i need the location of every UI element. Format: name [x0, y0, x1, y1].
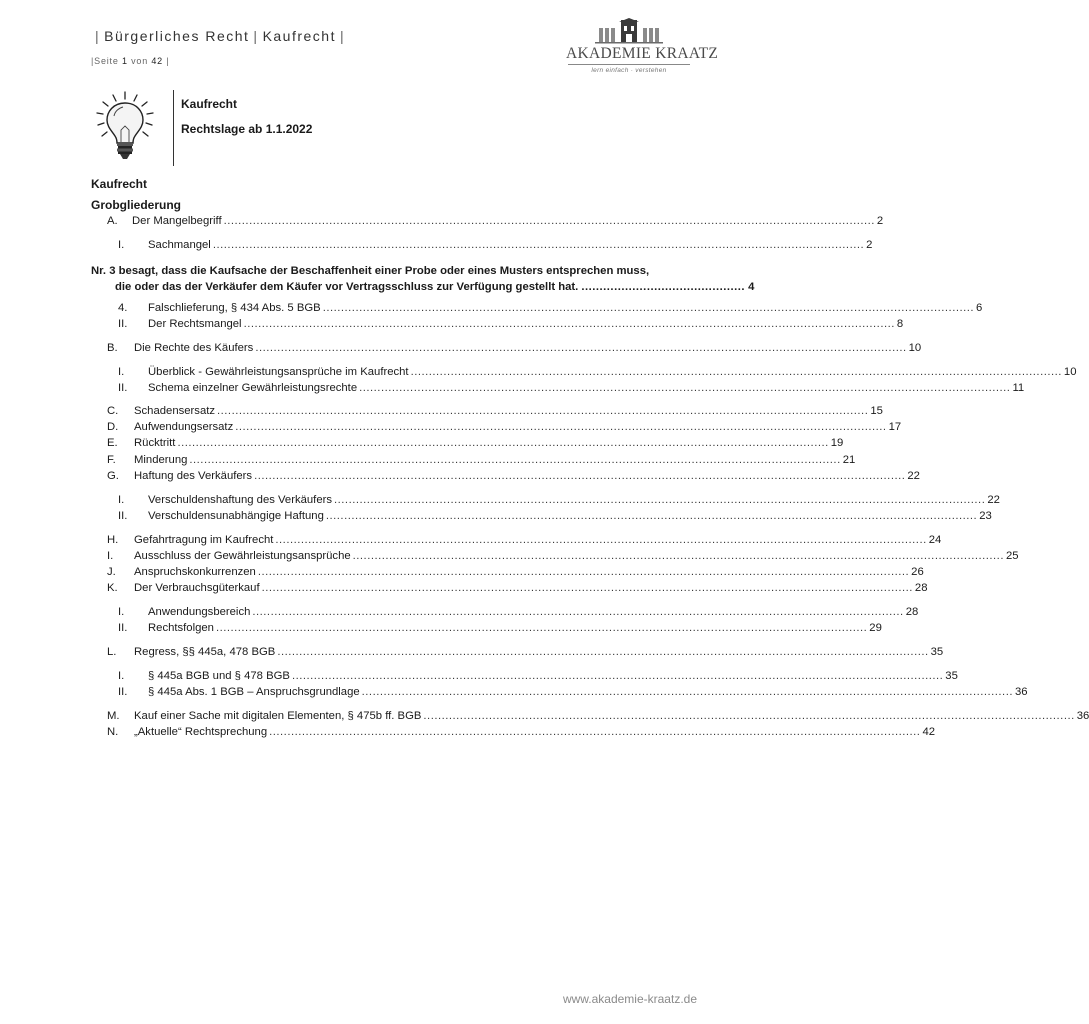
toc-entry[interactable]	[118, 381, 1025, 396]
toc-entry-page: 28	[914, 582, 928, 594]
toc-entry-label: I.	[107, 550, 114, 562]
toc-entry[interactable]	[118, 509, 992, 524]
toc-entry-label: F.	[107, 454, 116, 466]
toc-entry-page: 10	[1063, 366, 1077, 378]
toc-entry-label: I.	[118, 366, 125, 378]
toc-entry-page: 36	[1076, 710, 1089, 722]
toc-entry-page: 36	[1014, 686, 1028, 698]
toc-leader-dots: ...................................................................................................................................................................................	[261, 582, 913, 594]
toc-entry-title: Verschuldenshaftung des Verkäufers	[148, 494, 333, 506]
toc-leader-dots: ...................................................................................................................................................................................	[275, 534, 927, 546]
toc-entry[interactable]	[118, 685, 1028, 700]
toc-entry-title: Rücktritt	[134, 437, 176, 449]
toc-entry-page: 11	[1012, 382, 1025, 394]
page-label: Seite	[94, 56, 119, 66]
toc-entry-label: I.	[118, 494, 125, 506]
toc-leader-dots: ...................................................................................................................................................................................	[235, 421, 887, 433]
document-subtitle: Rechtslage ab 1.1.2022	[181, 122, 313, 136]
toc-entry[interactable]	[118, 238, 873, 253]
toc-entry-title: „Aktuelle“ Rechtsprechung	[134, 726, 268, 738]
toc-entry[interactable]	[118, 365, 1077, 380]
toc-entry-label: A.	[107, 215, 118, 227]
toc-entry[interactable]	[107, 453, 856, 468]
page-indicator: |Seite 1 von 42 |	[91, 56, 170, 66]
toc-entry-label: II.	[118, 622, 128, 634]
toc-leader-dots: ...................................................................................................................................................................................	[177, 437, 829, 449]
toc-entry[interactable]	[107, 420, 902, 435]
toc-entry-label: H.	[107, 534, 119, 546]
toc-entry-title: Der Verbrauchsgüterkauf	[134, 582, 260, 594]
toc-entry-title: Aufwendungsersatz	[134, 421, 234, 433]
toc-leader-dots: ...................................................................................................................................................................................	[189, 454, 841, 466]
toc-entry-label: II.	[118, 382, 128, 394]
toc-entry-title: Anspruchskonkurrenzen	[134, 566, 256, 578]
toc-entry[interactable]	[118, 493, 1000, 508]
header-part-subject: Bürgerliches Recht	[104, 28, 250, 44]
toc-leader-dots: ...................................................................................................................................................................................	[212, 239, 865, 251]
toc-entry-page: 23	[979, 510, 992, 522]
toc-leader-dots: ...................................................................................................................................................................................	[217, 405, 869, 417]
toc-leader-dots: ...................................................................................................................................................................................	[254, 470, 906, 482]
toc-leader-dots: ...................................................................................................................................................................................	[277, 646, 929, 658]
toc-entry[interactable]	[107, 549, 1019, 564]
toc-leader-dots: ...................................................................................................................................................................................	[423, 710, 1075, 722]
toc-leader-dots: ...................................................................................................................................................................................	[255, 342, 907, 354]
toc-entry-label: II.	[118, 510, 128, 522]
toc-entry-page: 8	[896, 318, 904, 330]
toc-entry-label: L.	[107, 646, 117, 658]
header-title: | Bürgerliches Recht | Kaufrecht |	[95, 28, 346, 44]
toc-entry-page: 2	[866, 239, 873, 251]
toc-entry-page: 28	[905, 606, 919, 618]
toc-entry-title-line1: Nr. 3 besagt, dass die Kaufsache der Beschaffenheit einer Probe oder eines Musters entsprechen muss,	[91, 265, 650, 277]
toc-leader-dots: ...................................................................................................................................................................................	[361, 686, 1013, 698]
page-current: 1	[121, 56, 128, 66]
toc-entry-page: 22	[987, 494, 1000, 506]
toc-leader-dots: ...................................................................................................................................................................................	[252, 606, 904, 618]
toc-entry[interactable]	[107, 725, 936, 740]
toc-leader-dots: ...................................................................................................................................................................................	[215, 622, 868, 634]
toc-entry-title: Schadensersatz	[134, 405, 216, 417]
toc-leader-dots: ...................................................................................................................................................................................	[325, 510, 978, 522]
toc-entry-label: I.	[118, 239, 125, 251]
toc-entry[interactable]	[107, 214, 884, 229]
toc-entry-title: Haftung des Verkäufers	[134, 470, 253, 482]
logo-underline	[568, 64, 690, 65]
toc-entry[interactable]	[107, 709, 1089, 724]
toc-entry[interactable]	[107, 565, 924, 580]
toc-entry-label: M.	[107, 710, 120, 722]
toc-entry[interactable]	[118, 317, 904, 332]
footer-website-link[interactable]: www.akademie-kraatz.de	[562, 992, 697, 1006]
toc-entry-title: Der Rechtsmangel	[148, 318, 242, 330]
academy-logo	[566, 18, 719, 74]
toc-entry-label: D.	[107, 421, 119, 433]
toc-entry-page: 21	[842, 454, 856, 466]
toc-leader-dots: ...................................................................................................................................................................................	[291, 670, 944, 682]
toc-entry-title: Regress, §§ 445a, 478 BGB	[134, 646, 276, 658]
toc-entry-title: Gefahrtragung im Kaufrecht	[134, 534, 274, 546]
toc-entry-label: K.	[107, 582, 118, 594]
toc-entry[interactable]	[118, 669, 958, 684]
toc-entry[interactable]	[107, 469, 920, 484]
toc-leader-dots: ...................................................................................................................................................................................	[223, 215, 875, 227]
toc-entry-title: Überblick - Gewährleistungsansprüche im Kaufrecht	[148, 366, 409, 378]
toc-entry-label: I.	[118, 606, 125, 618]
toc-leader-dots: ...................................................................................................................................................................................	[352, 550, 1004, 562]
document-title: Kaufrecht	[181, 97, 238, 111]
page-total: 42	[151, 56, 163, 66]
toc-entry-label: C.	[107, 405, 119, 417]
toc-leader-dots: ...................................................................................................................................................................................	[243, 318, 895, 330]
toc-leader-dots: .............................................	[581, 281, 746, 293]
toc-entry[interactable]	[107, 341, 922, 356]
toc-entry-page: 19	[830, 437, 844, 449]
toc-leader-dots: ...................................................................................................................................................................................	[410, 366, 1062, 378]
toc-entry-title: Rechtsfolgen	[148, 622, 214, 634]
toc-entry-label: I.	[118, 670, 125, 682]
toc-entry-page: 17	[888, 421, 902, 433]
section-heading: Kaufrecht	[91, 177, 148, 191]
toc-entry-title: Minderung	[134, 454, 188, 466]
toc-entry[interactable]	[107, 645, 944, 660]
logo-building-icon	[593, 18, 665, 44]
toc-leader-dots: ...................................................................................................................................................................................	[359, 382, 1011, 394]
toc-entry-title: Die Rechte des Käufers	[134, 342, 254, 354]
page-of-label: von	[131, 56, 149, 66]
toc-entry[interactable]	[107, 533, 942, 548]
toc-entry-title: Schema einzelner Gewährleistungsrechte	[148, 382, 358, 394]
toc-entry-title: Falschlieferung, § 434 Abs. 5 BGB	[148, 302, 321, 314]
lightbulb-icon	[92, 90, 158, 167]
toc-entry-label: N.	[107, 726, 119, 738]
toc-entry[interactable]	[107, 581, 928, 596]
toc-entry-wrapped[interactable]	[91, 263, 755, 295]
toc-entry[interactable]	[107, 436, 844, 451]
toc-entry-page: 26	[911, 566, 924, 578]
toc-entry-label: 4.	[118, 302, 128, 314]
toc-leader-dots: ...................................................................................................................................................................................	[269, 726, 921, 738]
toc-entry-page: 6	[976, 302, 983, 314]
toc-leader-dots: ...................................................................................................................................................................................	[334, 494, 986, 506]
toc-entry-page: 4	[748, 281, 755, 293]
toc-entry[interactable]	[118, 605, 919, 620]
toc-entry-label: G.	[107, 470, 119, 482]
toc-entry[interactable]	[118, 301, 983, 316]
page-header	[91, 28, 349, 66]
toc-entry-title: Anwendungsbereich	[148, 606, 251, 618]
toc-entry[interactable]	[107, 404, 883, 419]
toc-entry-title: Sachmangel	[148, 239, 211, 251]
toc-entry-label: B.	[107, 342, 118, 354]
toc-entry-label: E.	[107, 437, 118, 449]
toc-entry-page: 24	[928, 534, 942, 546]
toc-entry-page: 42	[922, 726, 936, 738]
toc-entry-title-line2: die oder das der Verkäufer dem Käufer vor Vertragsschluss zur Verfügung gestellt hat.	[115, 281, 579, 293]
toc-entry-page: 25	[1005, 550, 1019, 562]
toc-entry-label: II.	[118, 318, 128, 330]
toc-entry-title: § 445a Abs. 1 BGB – Anspruchsgrundlage	[148, 686, 360, 698]
title-divider	[173, 90, 174, 166]
header-part-topic: Kaufrecht	[262, 28, 336, 44]
toc-entry-page: 35	[945, 670, 958, 682]
outline-heading: Grobgliederung	[91, 198, 181, 212]
logo-tagline: lern einfach · verstehen	[591, 67, 667, 74]
toc-entry-title: Der Mangelbegriff	[132, 215, 222, 227]
toc-entry-page: 10	[908, 342, 922, 354]
toc-leader-dots: ...................................................................................................................................................................................	[322, 302, 975, 314]
toc-entry-page: 29	[869, 622, 882, 634]
toc-entry[interactable]	[118, 621, 882, 636]
toc-entry-title: Verschuldensunabhängige Haftung	[148, 510, 324, 522]
toc-entry-page: 15	[870, 405, 883, 417]
toc-entry-label: II.	[118, 686, 128, 698]
toc-leader-dots: ...................................................................................................................................................................................	[257, 566, 910, 578]
toc-entry-title: § 445a BGB und § 478 BGB	[148, 670, 290, 682]
toc-entry-page: 2	[876, 215, 884, 227]
toc-entry-label: J.	[107, 566, 116, 578]
toc-entry-title: Kauf einer Sache mit digitalen Elementen, § 475b ff. BGB	[134, 710, 422, 722]
toc-entry-page: 22	[907, 470, 920, 482]
toc-entry-title: Ausschluss der Gewährleistungsansprüche	[134, 550, 351, 562]
toc-entry-page: 35	[930, 646, 944, 658]
logo-name: AKADEMIE KRAATZ	[566, 45, 719, 62]
